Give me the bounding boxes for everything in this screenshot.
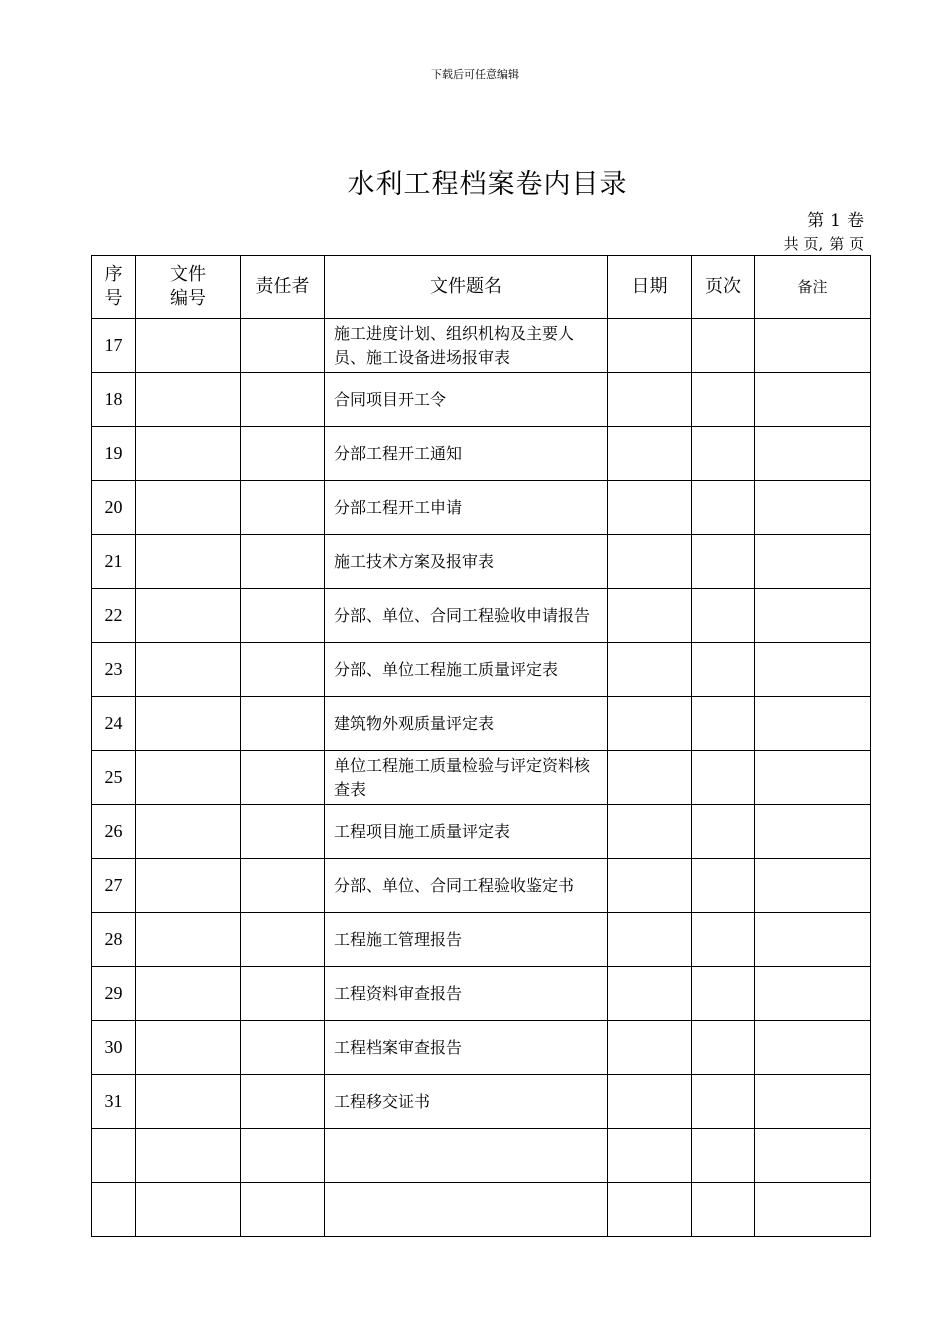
cell-remark: [755, 643, 871, 697]
cell-remark: [755, 589, 871, 643]
cell-seq: 18: [92, 373, 136, 427]
table-row: [92, 697, 871, 751]
header-note: 下载后可任意编辑: [431, 68, 519, 81]
cell-page: [692, 589, 755, 643]
cell-page: [692, 319, 755, 373]
table-row: [92, 643, 871, 697]
cell-remark: [755, 427, 871, 481]
cell-remark: [755, 1021, 871, 1075]
volume-suffix: 卷: [847, 211, 864, 231]
cell-file-no: [136, 697, 241, 751]
cell-file-title: [325, 1129, 608, 1183]
cell-remark: [755, 1075, 871, 1129]
cell-remark: [755, 1183, 871, 1237]
cell-file-title: 单位工程施工质量检验与评定资料核查表: [325, 751, 608, 805]
cell-seq: 26: [92, 805, 136, 859]
cell-responsible: [241, 643, 325, 697]
header-seq: [92, 256, 136, 319]
table-row: [92, 319, 871, 373]
cell-seq: 28: [92, 913, 136, 967]
cell-file-title: 合同项目开工令: [325, 373, 608, 427]
table-row: [92, 967, 871, 1021]
cell-file-no: [136, 1075, 241, 1129]
cell-remark: [755, 535, 871, 589]
cell-remark: [755, 967, 871, 1021]
cell-date: [608, 967, 692, 1021]
cell-page: [692, 535, 755, 589]
cell-date: [608, 319, 692, 373]
page-count-label: [778, 233, 864, 254]
header-responsible: 责任者: [241, 256, 325, 319]
cell-file-title: 分部工程开工申请: [325, 481, 608, 535]
cell-file-title: 工程资料审查报告: [325, 967, 608, 1021]
cell-date: [608, 913, 692, 967]
cell-page: [692, 751, 755, 805]
cell-page: [692, 1075, 755, 1129]
table-body: [92, 319, 871, 1237]
cell-file-title: 工程项目施工质量评定表: [325, 805, 608, 859]
cell-date: [608, 643, 692, 697]
cell-date: [608, 535, 692, 589]
cell-file-title: 分部工程开工通知: [325, 427, 608, 481]
cell-remark: [755, 1129, 871, 1183]
cell-file-title: 工程移交证书: [325, 1075, 608, 1129]
cell-file-no: [136, 913, 241, 967]
cell-responsible: [241, 373, 325, 427]
cell-date: [608, 427, 692, 481]
table-row: [92, 589, 871, 643]
table-row: [92, 481, 871, 535]
cell-page: [692, 1021, 755, 1075]
cell-file-title: 施工技术方案及报审表: [325, 535, 608, 589]
cell-file-no: [136, 319, 241, 373]
volume-prefix: 第: [807, 211, 825, 231]
header-row: [92, 256, 871, 319]
cell-remark: [755, 319, 871, 373]
current-page-label: 第 页: [829, 235, 864, 253]
header-file-no: [136, 256, 241, 319]
cell-seq: 27: [92, 859, 136, 913]
cell-file-title: 工程施工管理报告: [325, 913, 608, 967]
table-row: [92, 1183, 871, 1237]
cell-remark: [755, 697, 871, 751]
cell-page: [692, 1129, 755, 1183]
cell-seq: 23: [92, 643, 136, 697]
cell-seq: 30: [92, 1021, 136, 1075]
table-row: [92, 373, 871, 427]
cell-file-no: [136, 535, 241, 589]
table-row: [92, 535, 871, 589]
table-row: [92, 1021, 871, 1075]
cell-responsible: [241, 967, 325, 1021]
cell-responsible: [241, 805, 325, 859]
cell-date: [608, 1183, 692, 1237]
table-row: [92, 913, 871, 967]
cell-file-title: 分部、单位、合同工程验收鉴定书: [325, 859, 608, 913]
cell-file-no: [136, 1021, 241, 1075]
cell-file-title: 工程档案审查报告: [325, 1021, 608, 1075]
cell-file-no: [136, 373, 241, 427]
cell-seq: 17: [92, 319, 136, 373]
cell-page: [692, 913, 755, 967]
cell-responsible: [241, 859, 325, 913]
cell-responsible: [241, 1021, 325, 1075]
cell-page: [692, 481, 755, 535]
cell-file-no: [136, 589, 241, 643]
cell-file-no: [136, 1129, 241, 1183]
cell-seq: [92, 1183, 136, 1237]
cell-date: [608, 805, 692, 859]
cell-responsible: [241, 913, 325, 967]
cell-file-no: [136, 751, 241, 805]
cell-date: [608, 1021, 692, 1075]
cell-seq: 25: [92, 751, 136, 805]
cell-responsible: [241, 1075, 325, 1129]
cell-page: [692, 967, 755, 1021]
table-row: [92, 859, 871, 913]
cell-responsible: [241, 481, 325, 535]
cell-file-title: 分部、单位工程施工质量评定表: [325, 643, 608, 697]
cell-seq: 31: [92, 1075, 136, 1129]
cell-responsible: [241, 589, 325, 643]
cell-date: [608, 751, 692, 805]
cell-page: [692, 427, 755, 481]
cell-responsible: [241, 751, 325, 805]
cell-seq: 20: [92, 481, 136, 535]
cell-responsible: [241, 1183, 325, 1237]
cell-file-no: [136, 967, 241, 1021]
catalog-table: [91, 255, 871, 1237]
cell-seq: 24: [92, 697, 136, 751]
cell-remark: [755, 751, 871, 805]
cell-date: [608, 697, 692, 751]
cell-file-no: [136, 481, 241, 535]
header-date: 日期: [608, 256, 692, 319]
cell-responsible: [241, 535, 325, 589]
header-file-no-label: 文件编号: [170, 264, 206, 309]
table-header: [92, 256, 871, 319]
header-file-title: 文件题名: [325, 256, 608, 319]
cell-date: [608, 481, 692, 535]
table-row: [92, 1129, 871, 1183]
table-row: [92, 1075, 871, 1129]
volume-label: [801, 206, 864, 231]
table-row: [92, 751, 871, 805]
cell-file-title: 分部、单位、合同工程验收申请报告: [325, 589, 608, 643]
page-title: 水利工程档案卷内目录: [347, 169, 628, 200]
cell-date: [608, 859, 692, 913]
cell-date: [608, 1129, 692, 1183]
cell-page: [692, 805, 755, 859]
cell-remark: [755, 859, 871, 913]
cell-remark: [755, 913, 871, 967]
cell-remark: [755, 481, 871, 535]
cell-file-title: [325, 1183, 608, 1237]
cell-page: [692, 643, 755, 697]
cell-file-no: [136, 805, 241, 859]
cell-seq: [92, 1129, 136, 1183]
cell-file-no: [136, 1183, 241, 1237]
cell-page: [692, 697, 755, 751]
cell-seq: 19: [92, 427, 136, 481]
cell-seq: 21: [92, 535, 136, 589]
header-seq-label: 序号: [104, 264, 123, 309]
header-remark: 备注: [755, 256, 871, 319]
cell-file-no: [136, 859, 241, 913]
cell-seq: 29: [92, 967, 136, 1021]
table-row: [92, 427, 871, 481]
cell-page: [692, 373, 755, 427]
cell-file-title: 建筑物外观质量评定表: [325, 697, 608, 751]
cell-file-no: [136, 427, 241, 481]
cell-date: [608, 1075, 692, 1129]
cell-seq: 22: [92, 589, 136, 643]
cell-responsible: [241, 1129, 325, 1183]
cell-remark: [755, 805, 871, 859]
cell-responsible: [241, 319, 325, 373]
cell-page: [692, 1183, 755, 1237]
volume-number: 1: [830, 211, 841, 231]
total-pages-label: 共 页,: [783, 235, 824, 253]
table-row: [92, 805, 871, 859]
cell-responsible: [241, 427, 325, 481]
cell-date: [608, 373, 692, 427]
cell-date: [608, 589, 692, 643]
header-page: 页次: [692, 256, 755, 319]
cell-file-title: 施工进度计划、组织机构及主要人员、施工设备进场报审表: [325, 319, 608, 373]
cell-responsible: [241, 697, 325, 751]
cell-page: [692, 859, 755, 913]
cell-file-no: [136, 643, 241, 697]
cell-remark: [755, 373, 871, 427]
